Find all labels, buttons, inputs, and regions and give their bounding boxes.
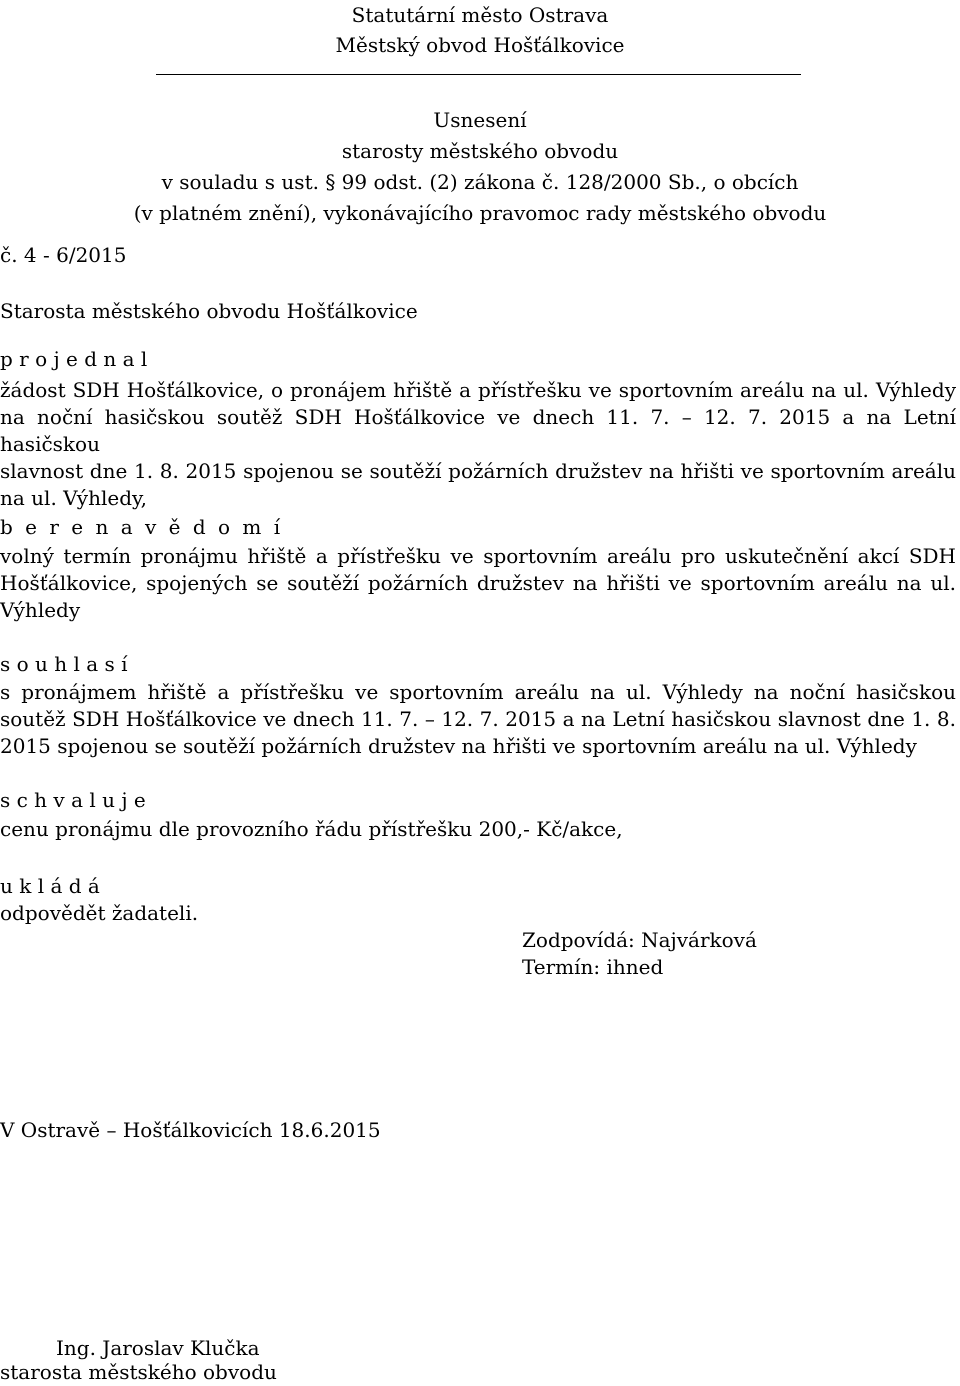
section-heading-schvaluje: s c h v a l u j e <box>0 788 146 812</box>
section-heading-projednal: p r o j e d n a l <box>0 347 148 371</box>
resolution-title: Usnesení <box>433 108 527 132</box>
paragraph-line: volný termín pronájmu hřiště a přístřešku ve sportovním areálu pro uskutečnění akcí SDH <box>0 544 956 568</box>
subject-line: Starosta městského obvodu Hošťálkovice <box>0 299 418 323</box>
deadline: Termín: ihned <box>522 955 664 979</box>
paragraph-line: soutěž SDH Hošťálkovice ve dnech 11. 7. – 12. 7. 2015 a na Letní hasičskou slavnost dne 1. 8. <box>0 707 956 731</box>
section-body-projednal <box>0 377 956 512</box>
section-body-souhlasi <box>0 679 956 760</box>
district-name: Městský obvod Hošťálkovice <box>335 33 625 57</box>
paragraph-line: slavnost dne 1. 8. 2015 spojenou se soutěží požárních družstev na hřišti ve sportovním areálu <box>0 459 956 483</box>
section-heading-uklada: u k l á d á <box>0 874 100 898</box>
paragraph-line: Hošťálkovice, spojených se soutěží požárních družstev na hřišti ve sportovním areálu na ul. <box>0 571 956 595</box>
section-heading-bere-na-vedomi: b e r e n a v ě d o m í <box>0 515 281 539</box>
paragraph-line: na noční hasičskou soutěž SDH Hošťálkovice ve dnech 11. 7. – 12. 7. 2015 a na Letní hasičskou <box>0 405 956 456</box>
section-body-bere-na-vedomi <box>0 543 956 624</box>
paragraph-line: Výhledy <box>0 598 81 622</box>
resolution-header <box>0 105 960 229</box>
responsible-person: Zodpovídá: Najvárková <box>522 928 757 952</box>
document-header <box>0 0 960 60</box>
paragraph-line: žádost SDH Hošťálkovice, o pronájem hřiště a přístřešku ve sportovním areálu na ul. Výhledy <box>0 378 956 402</box>
section-heading-souhlasi: s o u h l a s í <box>0 652 128 676</box>
paragraph-line: s pronájmem hřiště a přístřešku ve sportovním areálu na ul. Výhledy na noční hasičskou <box>0 680 956 704</box>
city-name: Statutární město Ostrava <box>351 3 609 27</box>
resolution-issuer: starosty městského obvodu <box>341 139 619 163</box>
section-body-uklada: odpovědět žadateli. <box>0 901 199 925</box>
header-divider <box>156 74 801 75</box>
section-body-schvaluje: cenu pronájmu dle provozního řádu přístřešku 200,- Kč/akce, <box>0 817 623 841</box>
legal-basis-line-1: v souladu s ust. § 99 odst. (2) zákona č. 128/2000 Sb., o obcích <box>161 170 799 194</box>
signatory-name: Ing. Jaroslav Klučka <box>56 1336 260 1360</box>
resolution-number: č. 4 - 6/2015 <box>0 243 127 267</box>
paragraph-line: 2015 spojenou se soutěží požárních družstev na hřišti ve sportovním areálu na ul. Výhledy <box>0 734 917 758</box>
signatory-role: starosta městského obvodu <box>0 1360 277 1384</box>
place-and-date: V Ostravě – Hošťálkovicích 18.6.2015 <box>0 1118 381 1142</box>
paragraph-line: na ul. Výhledy, <box>0 486 148 510</box>
legal-basis-line-2: (v platném znění), vykonávajícího pravomoc rady městského obvodu <box>133 201 827 225</box>
